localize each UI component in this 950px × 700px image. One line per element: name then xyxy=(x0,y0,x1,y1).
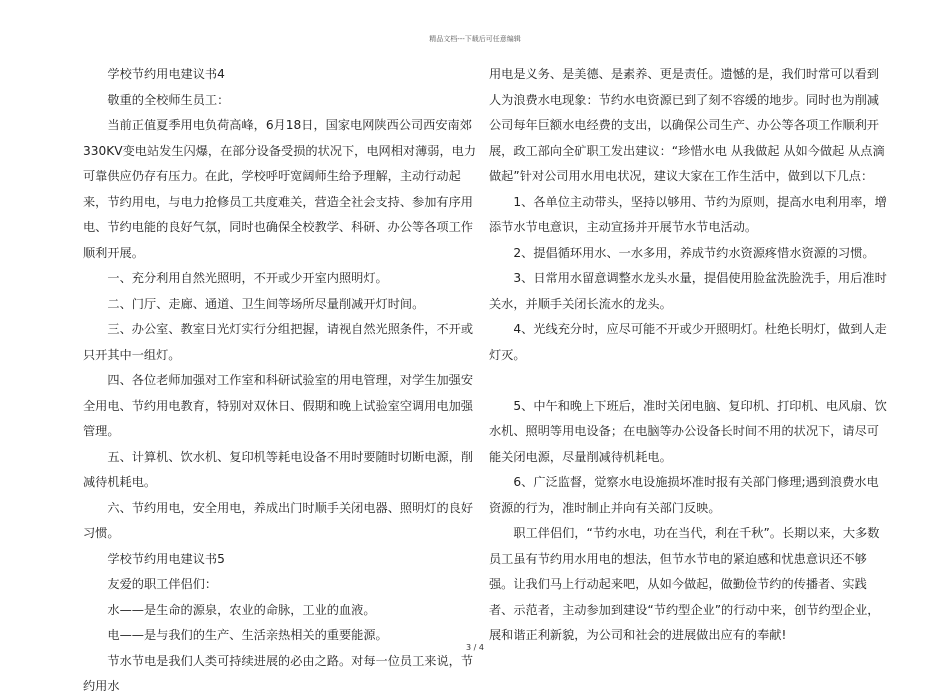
suggestion-3: 3、日常用水留意调整水龙头水量，提倡使用脸盆洗脸洗手，用后准时关水，并顺手关闭长流水的龙头。 xyxy=(489,271,887,311)
right-column xyxy=(489,62,887,649)
page-number: 3 / 4 xyxy=(466,643,484,652)
electric-line: 电——是与我们的生产、生活亲热相关的重要能源。 xyxy=(107,628,388,642)
greeting-5: 友爱的职工伴侣们： xyxy=(107,577,218,591)
suggestion-5: 5、中午和晚上下班后，准时关闭电脑、复印机、打印机、电风扇、饮水机、照明等用电设备；在电脑等办公设备长时间不用的状况下，请尽可能关闭电源，尽量削减待机耗电。 xyxy=(489,398,887,464)
left-column xyxy=(83,62,477,700)
suggestion-4: 4、光线充分时，应尽可能不开或少开照明灯。杜绝长明灯，做到人走灯灭。 xyxy=(489,322,887,362)
page-header: 精品文档---下载后可任意编辑 xyxy=(429,35,521,43)
list-item-3: 三、办公室、教室日光灯实行分组把握，请视自然光照条件，不开或只开其中一组灯。 xyxy=(83,322,474,362)
list-item-6: 六、节约用电，安全用电，养成出门时顺手关闭电器、照明灯的良好习惯。 xyxy=(83,500,474,540)
list-item-1: 一、充分利用自然光照明，不开或少开室内照明灯。 xyxy=(107,271,388,285)
intro-paragraph: 当前正值夏季用电负荷高峰，6月18日，国家电网陕西公司西安南郊330KV变电站发生闪爆，在部分设备受损的状况下，电网相对薄弱，电力可靠供应仍存有压力。在此，学校呼吁宽阔师生给予理解，主动行动起来，节约用电，与电力抢修员工共度难关，营造全社会支持、参加有序用电、节约电能的良好气氛，同时也确保全校教学、科研、办公等各项工作顺利开展。 xyxy=(83,118,477,260)
section-title-4: 学校节约用电建议书4 xyxy=(107,67,225,81)
suggestion-1: 1、各单位主动带头，坚持以够用、节约为原则，提高水电利用率，增添节水节电意识，主动宣扬并开展节水节电活动。 xyxy=(489,194,887,234)
closing-paragraph: 职工伴侣们，“节约水电，功在当代，利在千秋”。长期以来，大多数员工虽有节约用水用电的想法，但节水节电的紧迫感和忧患意识还不够强。让我们马上行动起来吧，从如今做起，做勤俭节约的传播者、实践者、示范者，主动参加到建设“节约型企业”的行动中来，创节约型企业，展和谐正利新貌，为公司和社会的进展做出应有的奉献! xyxy=(489,526,880,642)
greeting-4: 敬重的全校师生员工： xyxy=(107,92,230,107)
tail-paragraph: 节水节电是我们人类可持续进展的必由之路。对每一位员工来说，节约用水 xyxy=(83,653,474,693)
list-item-2: 二、门厅、走廊、通道、卫生间等场所尽量削减开灯时间。 xyxy=(107,296,425,311)
suggestion-6: 6、广泛监督，觉察水电设施损坏准时报有关部门修理;遇到浪费水电资源的行为，准时制止并向有关部门反映。 xyxy=(489,475,879,515)
suggestion-2: 2、提倡循环用水、一水多用，养成节约水资源疼惜水资源的习惯。 xyxy=(513,245,875,260)
list-item-5: 五、计算机、饮水机、复印机等耗电设备不用时要随时切断电源，削减待机耗电。 xyxy=(83,449,474,489)
section-title-5: 学校节约用电建议书5 xyxy=(107,551,225,566)
continued-paragraph: 用电是义务、是美德、是素养、更是责任。遗憾的是，我们时常可以看到人为浪费水电现象：节约水电资源已到了刻不容缓的地步。同时也为削减公司每年巨额水电经费的支出，以确保公司生产、办公等各项工作顺利开展，政工部向全矿职工发出建议：“珍惜水电 从我做起 从如今做起 从点滴做起”针对公司用水用电状况，建议大家在工作生活中，做到以下几点： xyxy=(489,67,885,183)
water-line: 水——是生命的源泉，农业的命脉，工业的血液。 xyxy=(107,602,376,617)
list-item-4: 四、各位老师加强对工作室和科研试验室的用电管理，对学生加强安全用电、节约用电教育，特别对双休日、假期和晚上试验室空调用电加强管理。 xyxy=(83,373,474,438)
